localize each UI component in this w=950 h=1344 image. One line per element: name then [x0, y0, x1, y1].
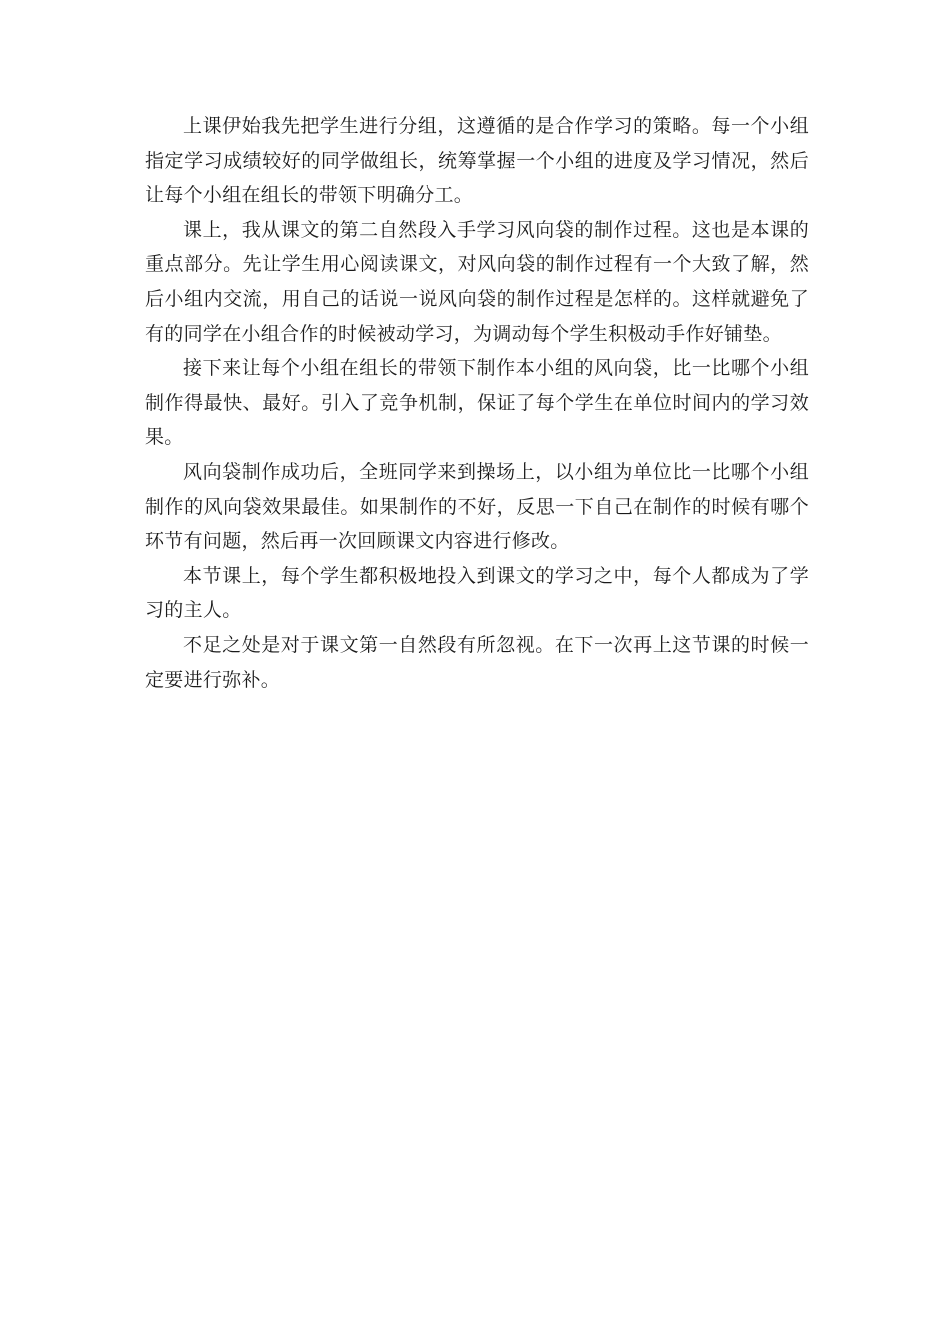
document-body: [145, 109, 809, 697]
paragraph-5: 本节课上，每个学生都积极地投入到课文的学习之中，每个人都成为了学习的主人。: [145, 564, 809, 622]
paragraph-1: 上课伊始我先把学生进行分组，这遵循的是合作学习的策略。每一个小组指定学习成绩较好的同学做组长，统筹掌握一个小组的进度及学习情况，然后让每个小组在组长的带领下明确分工。: [145, 115, 809, 207]
paragraph-2: 课上，我从课文的第二自然段入手学习风向袋的制作过程。这也是本课的重点部分。先让学生用心阅读课文，对风向袋的制作过程有一个大致了解，然后小组内交流，用自己的话说一说风向袋的制作过程是怎样的。这样就避免了有的同学在小组合作的时候被动学习，为调动每个学生积极动手作好铺垫。: [145, 218, 809, 345]
paragraph-3: 接下来让每个小组在组长的带领下制作本小组的风向袋，比一比哪个小组制作得最快、最好。引入了竞争机制，保证了每个学生在单位时间内的学习效果。: [145, 357, 809, 449]
paragraph-4: 风向袋制作成功后，全班同学来到操场上，以小组为单位比一比哪个小组制作的风向袋效果最佳。如果制作的不好，反思一下自己在制作的时候有哪个环节有问题，然后再一次回顾课文内容进行修改。: [145, 460, 809, 553]
paragraph-6: 不足之处是对于课文第一自然段有所忽视。在下一次再上这节课的时候一定要进行弥补。: [145, 633, 809, 691]
